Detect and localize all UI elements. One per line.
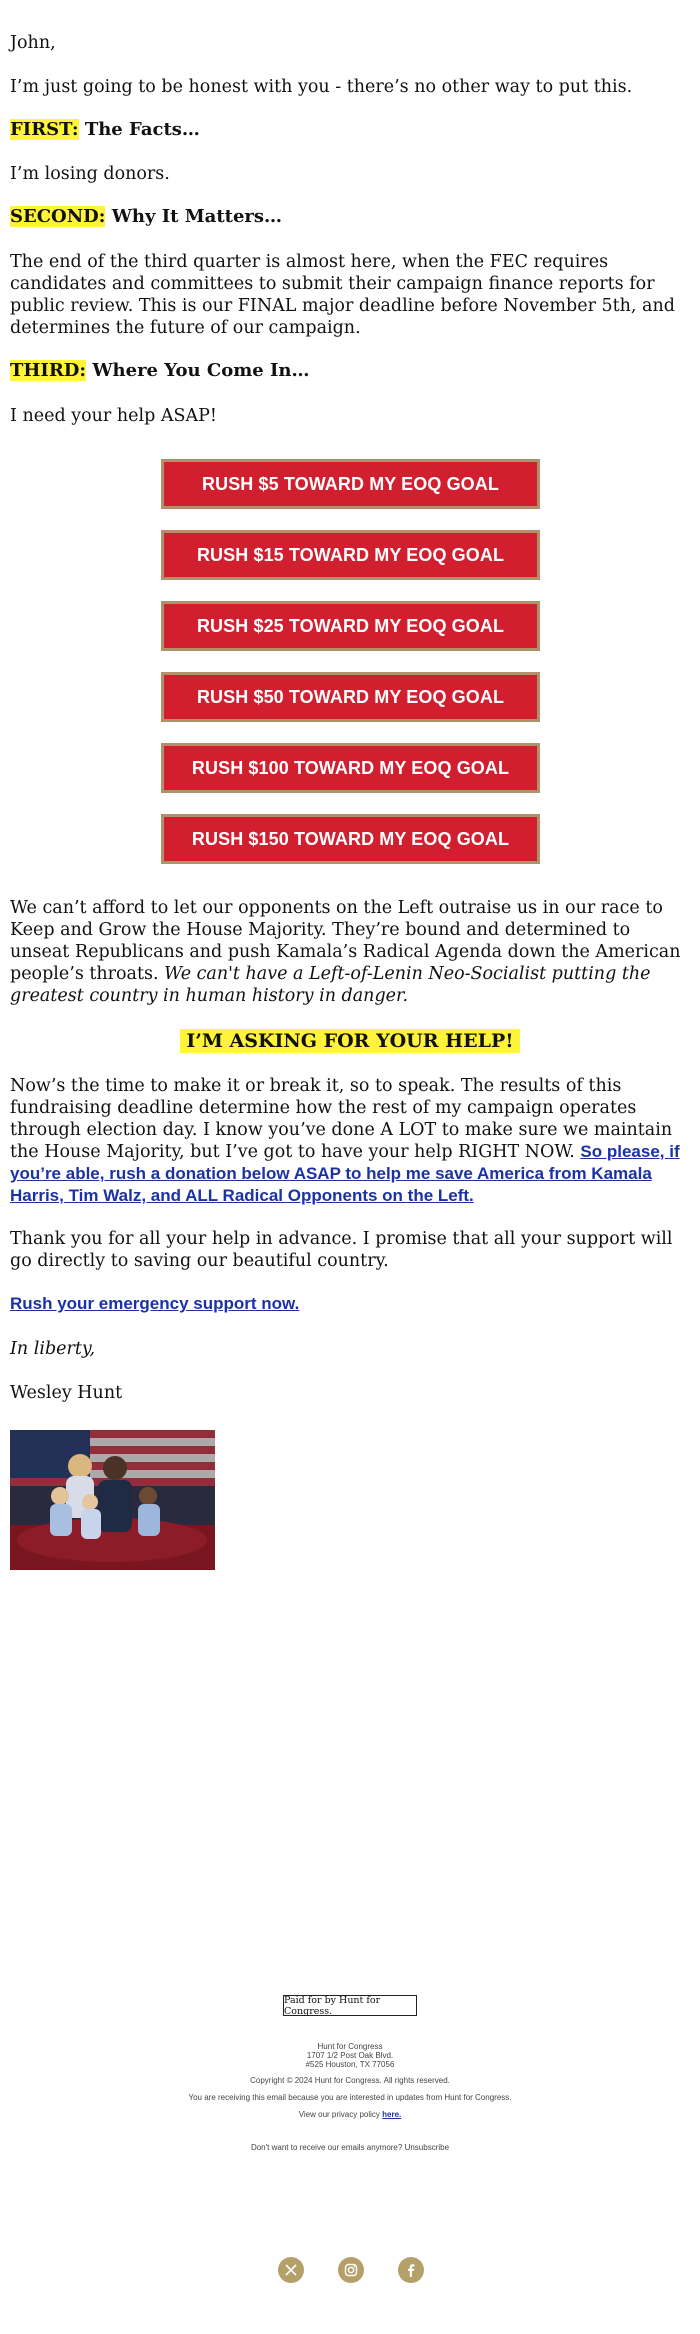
footer-unsubscribe-text: Don't want to receive our emails anymore? [250, 2143, 405, 2152]
first-title: The Facts… [78, 119, 200, 140]
donate-50-button[interactable]: RUSH $50 TOWARD MY EOQ GOAL [161, 672, 540, 722]
footer-address-2: #525 Houston, TX 77056 [305, 2060, 395, 2069]
donate-25-button[interactable]: RUSH $25 TOWARD MY EOQ GOAL [161, 601, 540, 651]
signature: Wesley Hunt [10, 1383, 123, 1403]
third-label: THIRD: [10, 360, 87, 381]
x-icon[interactable] [278, 2257, 304, 2283]
paragraph-opponents-text: We can’t afford to let our opponents on the Left outraise us in our race to Keep and Grow the House Majority. They’re bound and determined to unseat Republicans and push Kamala’s Radical Agenda down the American people’s throats. [10, 898, 681, 984]
second-title: Why It Matters… [105, 206, 283, 227]
third-body: I need your help ASAP! [10, 406, 217, 426]
emergency-link-line [10, 1293, 690, 1315]
family-photo [10, 1430, 215, 1570]
ask-heading [0, 1030, 700, 1052]
footer-address-1: 1707 1/2 Post Oak Blvd. [306, 2051, 394, 2060]
paragraph-deadline-text: Now’s the time to make it or break it, so to speak. The results of this fundraising deadline determine how the rest of my campaign operates through election day. I know you’ve done A LOT to make sure we maintain the House Majority, but I’ve got to have your help RIGHT NOW. [10, 1076, 673, 1162]
third-heading [10, 360, 690, 382]
first-body: I’m losing donors. [10, 164, 170, 184]
donate-100-button[interactable]: RUSH $100 TOWARD MY EOQ GOAL [161, 743, 540, 793]
first-heading [10, 119, 690, 141]
signoff: In liberty, [10, 1339, 96, 1359]
donate-150-button[interactable]: RUSH $150 TOWARD MY EOQ GOAL [161, 814, 540, 864]
third-title: Where You Come In… [86, 360, 310, 381]
footer-org: Hunt for Congress [317, 2042, 383, 2051]
footer-receiving: You are receiving this email because you are interested in updates from Hunt for Congress. [188, 2093, 512, 2102]
instagram-icon[interactable] [338, 2257, 364, 2283]
paragraph-opponents-italic: We can't have a Left-of-Lenin Neo-Socialist putting the greatest country in human history in danger. [10, 964, 651, 1006]
donation-link[interactable]: So please, if you’re able, rush a donation below ASAP to help me save America from Kamala Harris, Tim Walz, and ALL Radical Opponents on the Left. [10, 1142, 680, 1205]
paid-for-box: Paid for by Hunt for Congress. [283, 1995, 417, 2016]
second-body: The end of the third quarter is almost here, when the FEC requires candidates and committees to submit their campaign finance reports for public review. This is our FINAL major deadline before November 5th, and determines the future of our campaign. [10, 252, 675, 338]
footer-unsubscribe [0, 2143, 700, 2153]
footer-privacy-text: View our privacy policy [298, 2110, 383, 2119]
emergency-support-link[interactable]: Rush your emergency support now. [10, 1294, 300, 1313]
footer-copyright: Copyright © 2024 Hunt for Congress. All rights reserved. [250, 2076, 450, 2085]
paragraph-thanks: Thank you for all your help in advance. I promise that all your support will go directly to saving our beautiful country. [10, 1229, 673, 1271]
privacy-policy-link[interactable]: here. [382, 2110, 402, 2119]
paragraph-opponents [10, 897, 690, 1007]
greeting: John, [10, 33, 56, 53]
facebook-icon[interactable] [398, 2257, 424, 2283]
ask-heading-text: I’M ASKING FOR YOUR HELP! [180, 1029, 519, 1053]
donate-5-button[interactable]: RUSH $5 TOWARD MY EOQ GOAL [161, 459, 540, 509]
first-label: FIRST: [10, 119, 79, 140]
footer-privacy [0, 2110, 700, 2120]
donate-15-button[interactable]: RUSH $15 TOWARD MY EOQ GOAL [161, 530, 540, 580]
paragraph-deadline [10, 1075, 690, 1207]
intro-text: I’m just going to be honest with you - there’s no other way to put this. [10, 77, 633, 97]
second-heading [10, 206, 690, 228]
second-label: SECOND: [10, 206, 106, 227]
unsubscribe-link[interactable]: Unsubscribe [404, 2143, 450, 2152]
